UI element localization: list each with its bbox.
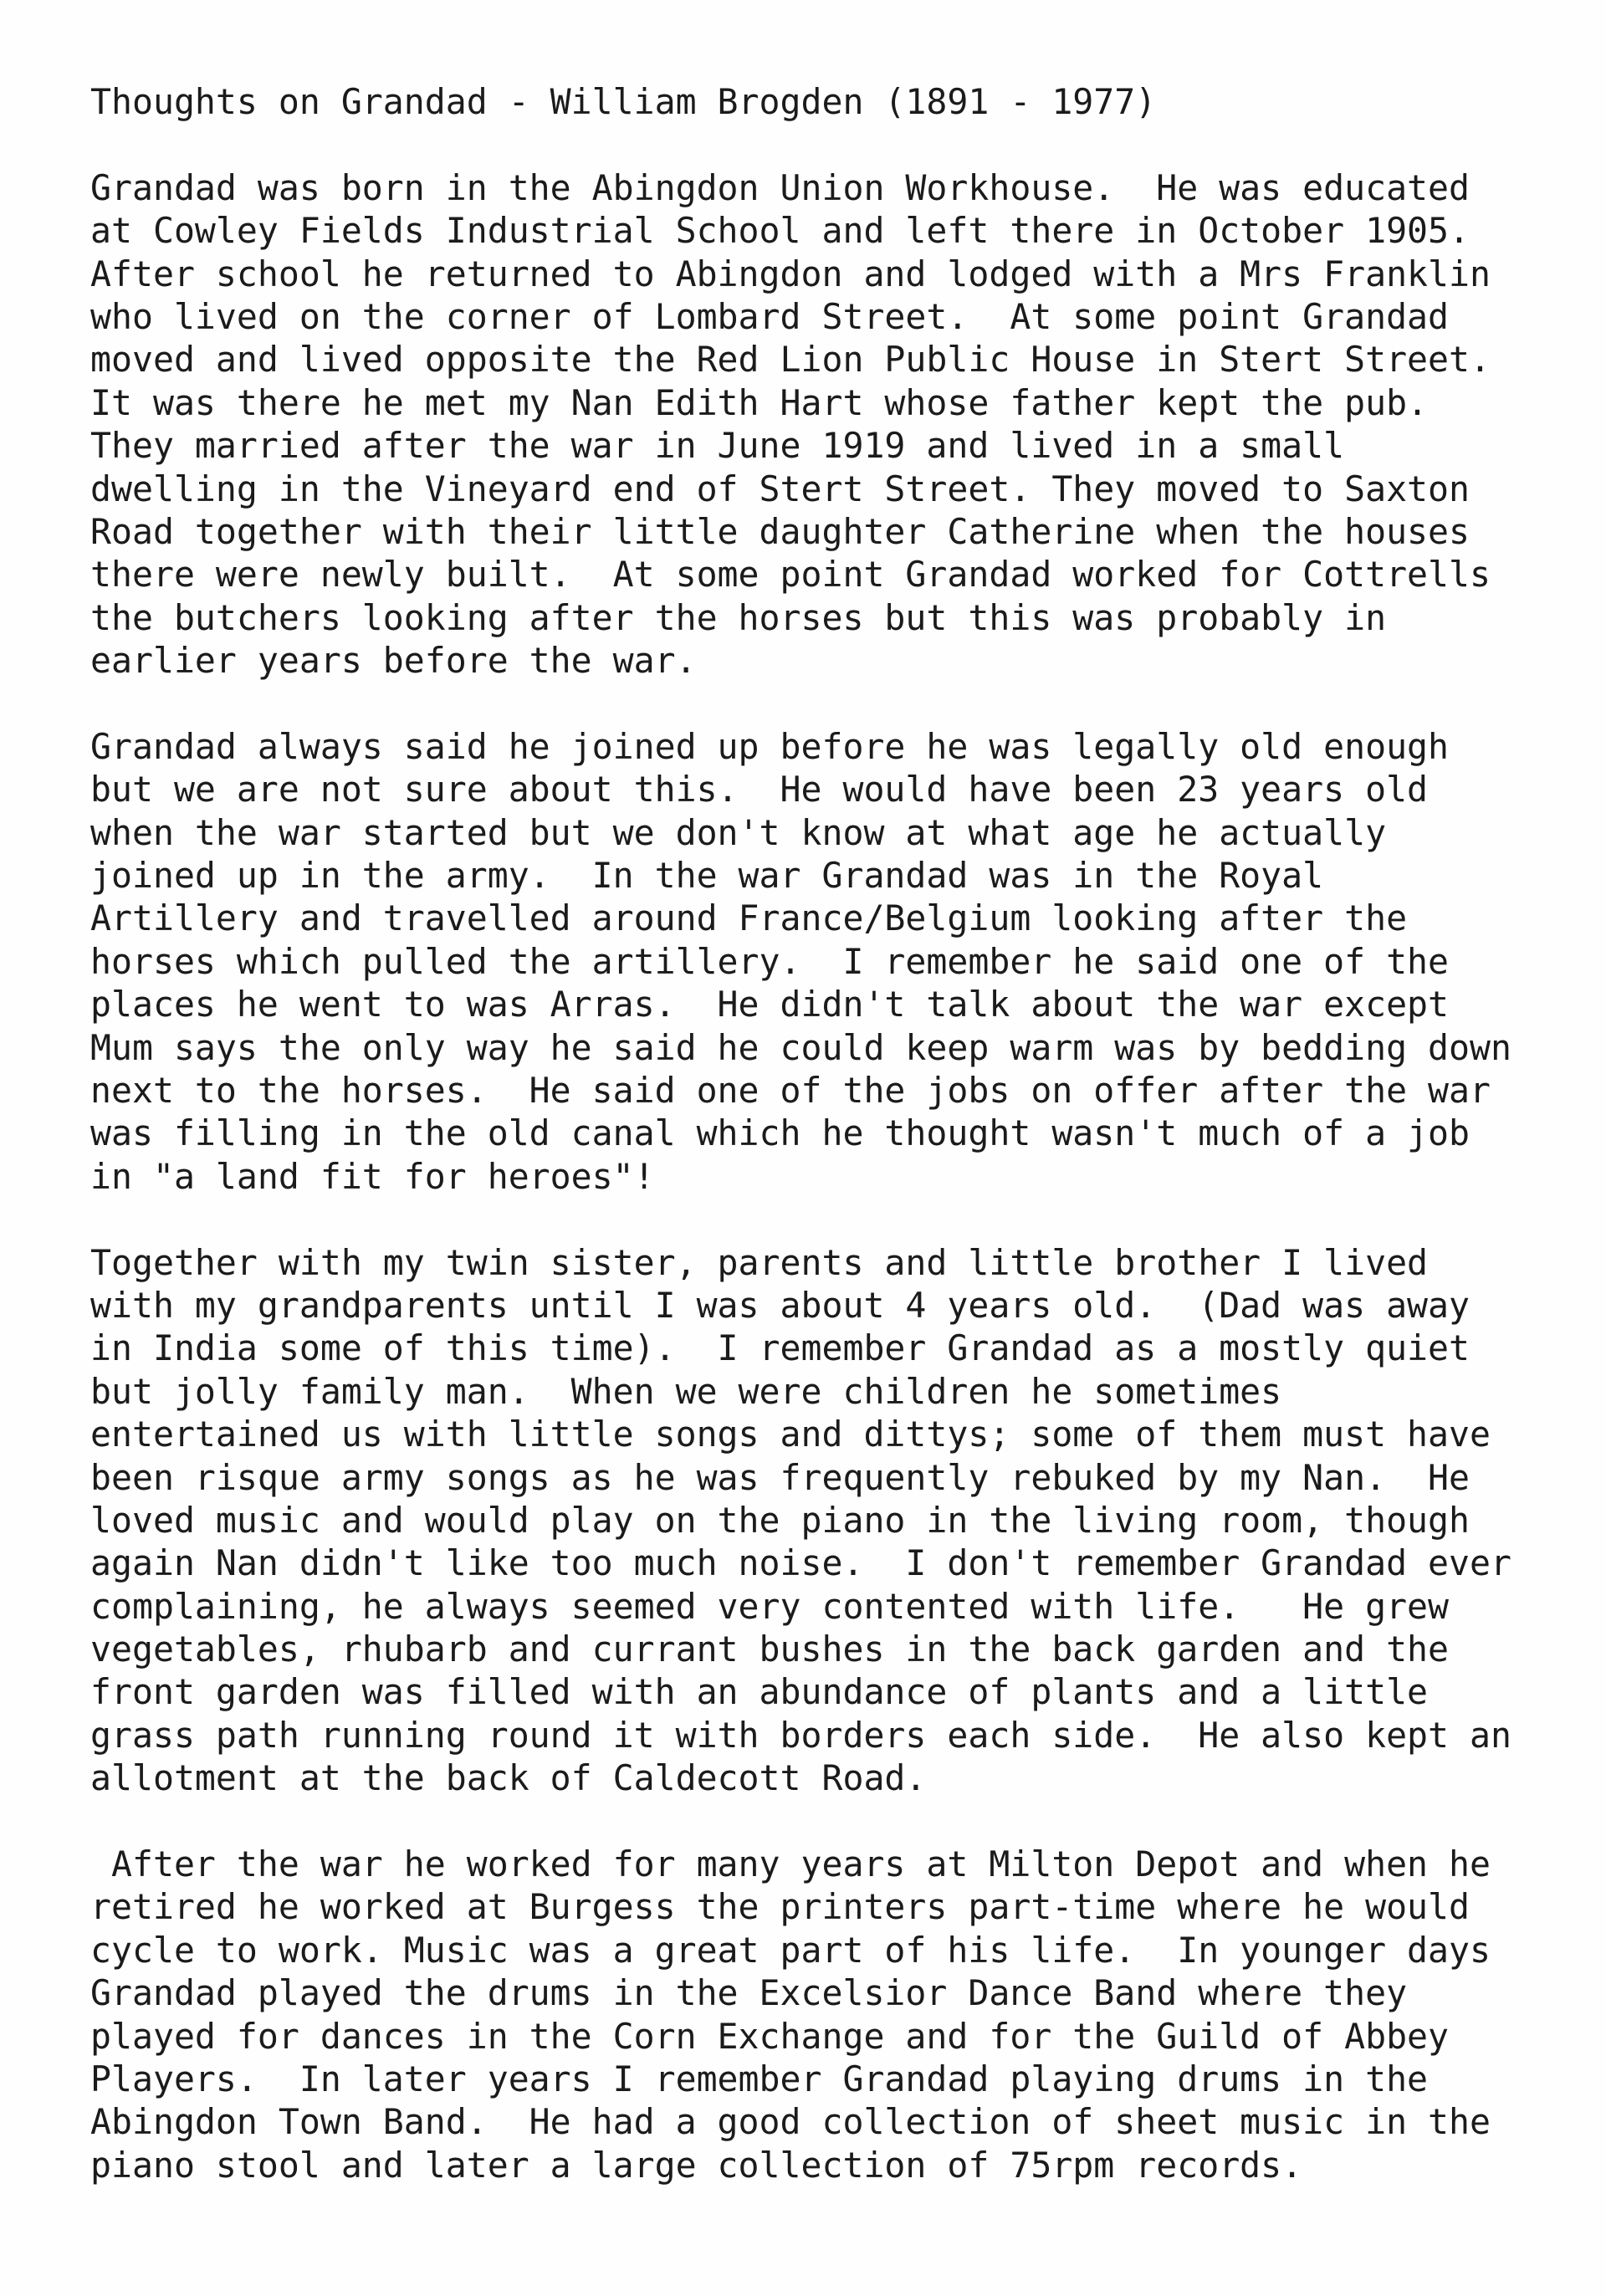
text-line: piano stool and later a large collection of 75rpm records. xyxy=(90,2144,1303,2186)
text-line: played for dances in the Corn Exchange and for the Guild of Abbey xyxy=(90,2015,1450,2057)
paragraph-2 xyxy=(90,725,1588,1198)
text-line: been risque army songs as he was frequently rebuked by my Nan. He xyxy=(90,1456,1470,1498)
text-line: Grandad always said he joined up before he was legally old enough xyxy=(90,725,1450,767)
text-line: loved music and would play on the piano in the living room, though xyxy=(90,1499,1470,1541)
text-line: Abingdon Town Band. He had a good collection of sheet music in the xyxy=(90,2101,1491,2143)
text-line: cycle to work. Music was a great part of his life. In younger days xyxy=(90,1929,1491,1971)
document-title: Thoughts on Grandad - William Brogden (1891 - 1977) xyxy=(90,81,1157,122)
spacer xyxy=(90,1800,1588,1843)
paragraph-3 xyxy=(90,1241,1588,1800)
text-line: in India some of this time). I remember Grandad as a mostly quiet xyxy=(90,1327,1470,1369)
text-line: there were newly built. At some point Grandad worked for Cottrells xyxy=(90,554,1491,596)
text-line: in "a land fit for heroes"! xyxy=(90,1155,655,1197)
text-line: who lived on the corner of Lombard Street. At some point Grandad xyxy=(90,295,1450,337)
text-line: moved and lived opposite the Red Lion Public House in Stert Street. xyxy=(90,339,1491,381)
text-line: again Nan didn't like too much noise. I don't remember Grandad ever xyxy=(90,1542,1511,1584)
document-body xyxy=(90,80,1588,2186)
spacer xyxy=(90,123,1588,166)
paragraph-4 xyxy=(90,1843,1588,2186)
text-line: allotment at the back of Caldecott Road. xyxy=(90,1757,927,1799)
text-line: dwelling in the Vineyard end of Stert Street. They moved to Saxton xyxy=(90,468,1470,509)
text-line: Together with my twin sister, parents and little brother I lived xyxy=(90,1241,1429,1283)
text-line: when the war started but we don't know at what age he actually xyxy=(90,811,1387,853)
text-line: They married after the war in June 1919 and lived in a small xyxy=(90,425,1345,467)
text-line: but jolly family man. When we were children he sometimes xyxy=(90,1370,1282,1412)
spacer xyxy=(90,682,1588,724)
spacer xyxy=(90,1198,1588,1240)
text-line: entertained us with little songs and dittys; some of them must have xyxy=(90,1414,1491,1455)
text-line: but we are not sure about this. He would have been 23 years old xyxy=(90,769,1429,811)
text-line: Grandad was born in the Abingdon Union Workhouse. He was educated xyxy=(90,166,1470,208)
text-line: After school he returned to Abingdon and lodged with a Mrs Franklin xyxy=(90,253,1491,294)
text-line: grass path running round it with borders each side. He also kept an xyxy=(90,1714,1511,1756)
text-line: front garden was filled with an abundance of plants and a little xyxy=(90,1671,1429,1713)
text-line: joined up in the army. In the war Grandad was in the Royal xyxy=(90,855,1324,897)
text-line: vegetables, rhubarb and currant bushes in the back garden and the xyxy=(90,1629,1450,1670)
text-line: Grandad played the drums in the Excelsior Dance Band where they xyxy=(90,1972,1408,2014)
text-line: Road together with their little daughter Catherine when the houses xyxy=(90,510,1470,552)
text-line: at Cowley Fields Industrial School and left there in October 1905. xyxy=(90,210,1470,252)
text-line: Players. In later years I remember Grandad playing drums in the xyxy=(90,2058,1429,2099)
text-line: was filling in the old canal which he thought wasn't much of a job xyxy=(90,1112,1470,1154)
text-line: Mum says the only way he said he could keep warm was by bedding down xyxy=(90,1026,1511,1068)
text-line: with my grandparents until I was about 4 years old. (Dad was away xyxy=(90,1284,1470,1326)
text-line: It was there he met my Nan Edith Hart whose father kept the pub. xyxy=(90,381,1429,423)
paragraph-1 xyxy=(90,166,1588,683)
text-line: next to the horses. He said one of the jobs on offer after the war xyxy=(90,1069,1491,1111)
text-line: horses which pulled the artillery. I remember he said one of the xyxy=(90,940,1450,982)
text-line: retired he worked at Burgess the printers part-time where he would xyxy=(90,1886,1470,1928)
text-line: complaining, he always seemed very contented with life. He grew xyxy=(90,1585,1450,1627)
text-line: the butchers looking after the horses but this was probably in xyxy=(90,596,1387,638)
text-line: places he went to was Arras. He didn't talk about the war except xyxy=(90,984,1450,1025)
paragraph-container xyxy=(90,166,1588,2186)
text-line: Artillery and travelled around France/Belgium looking after the xyxy=(90,897,1408,939)
text-line: After the war he worked for many years at Milton Depot and when he xyxy=(90,1843,1491,1885)
text-line: earlier years before the war. xyxy=(90,640,697,682)
